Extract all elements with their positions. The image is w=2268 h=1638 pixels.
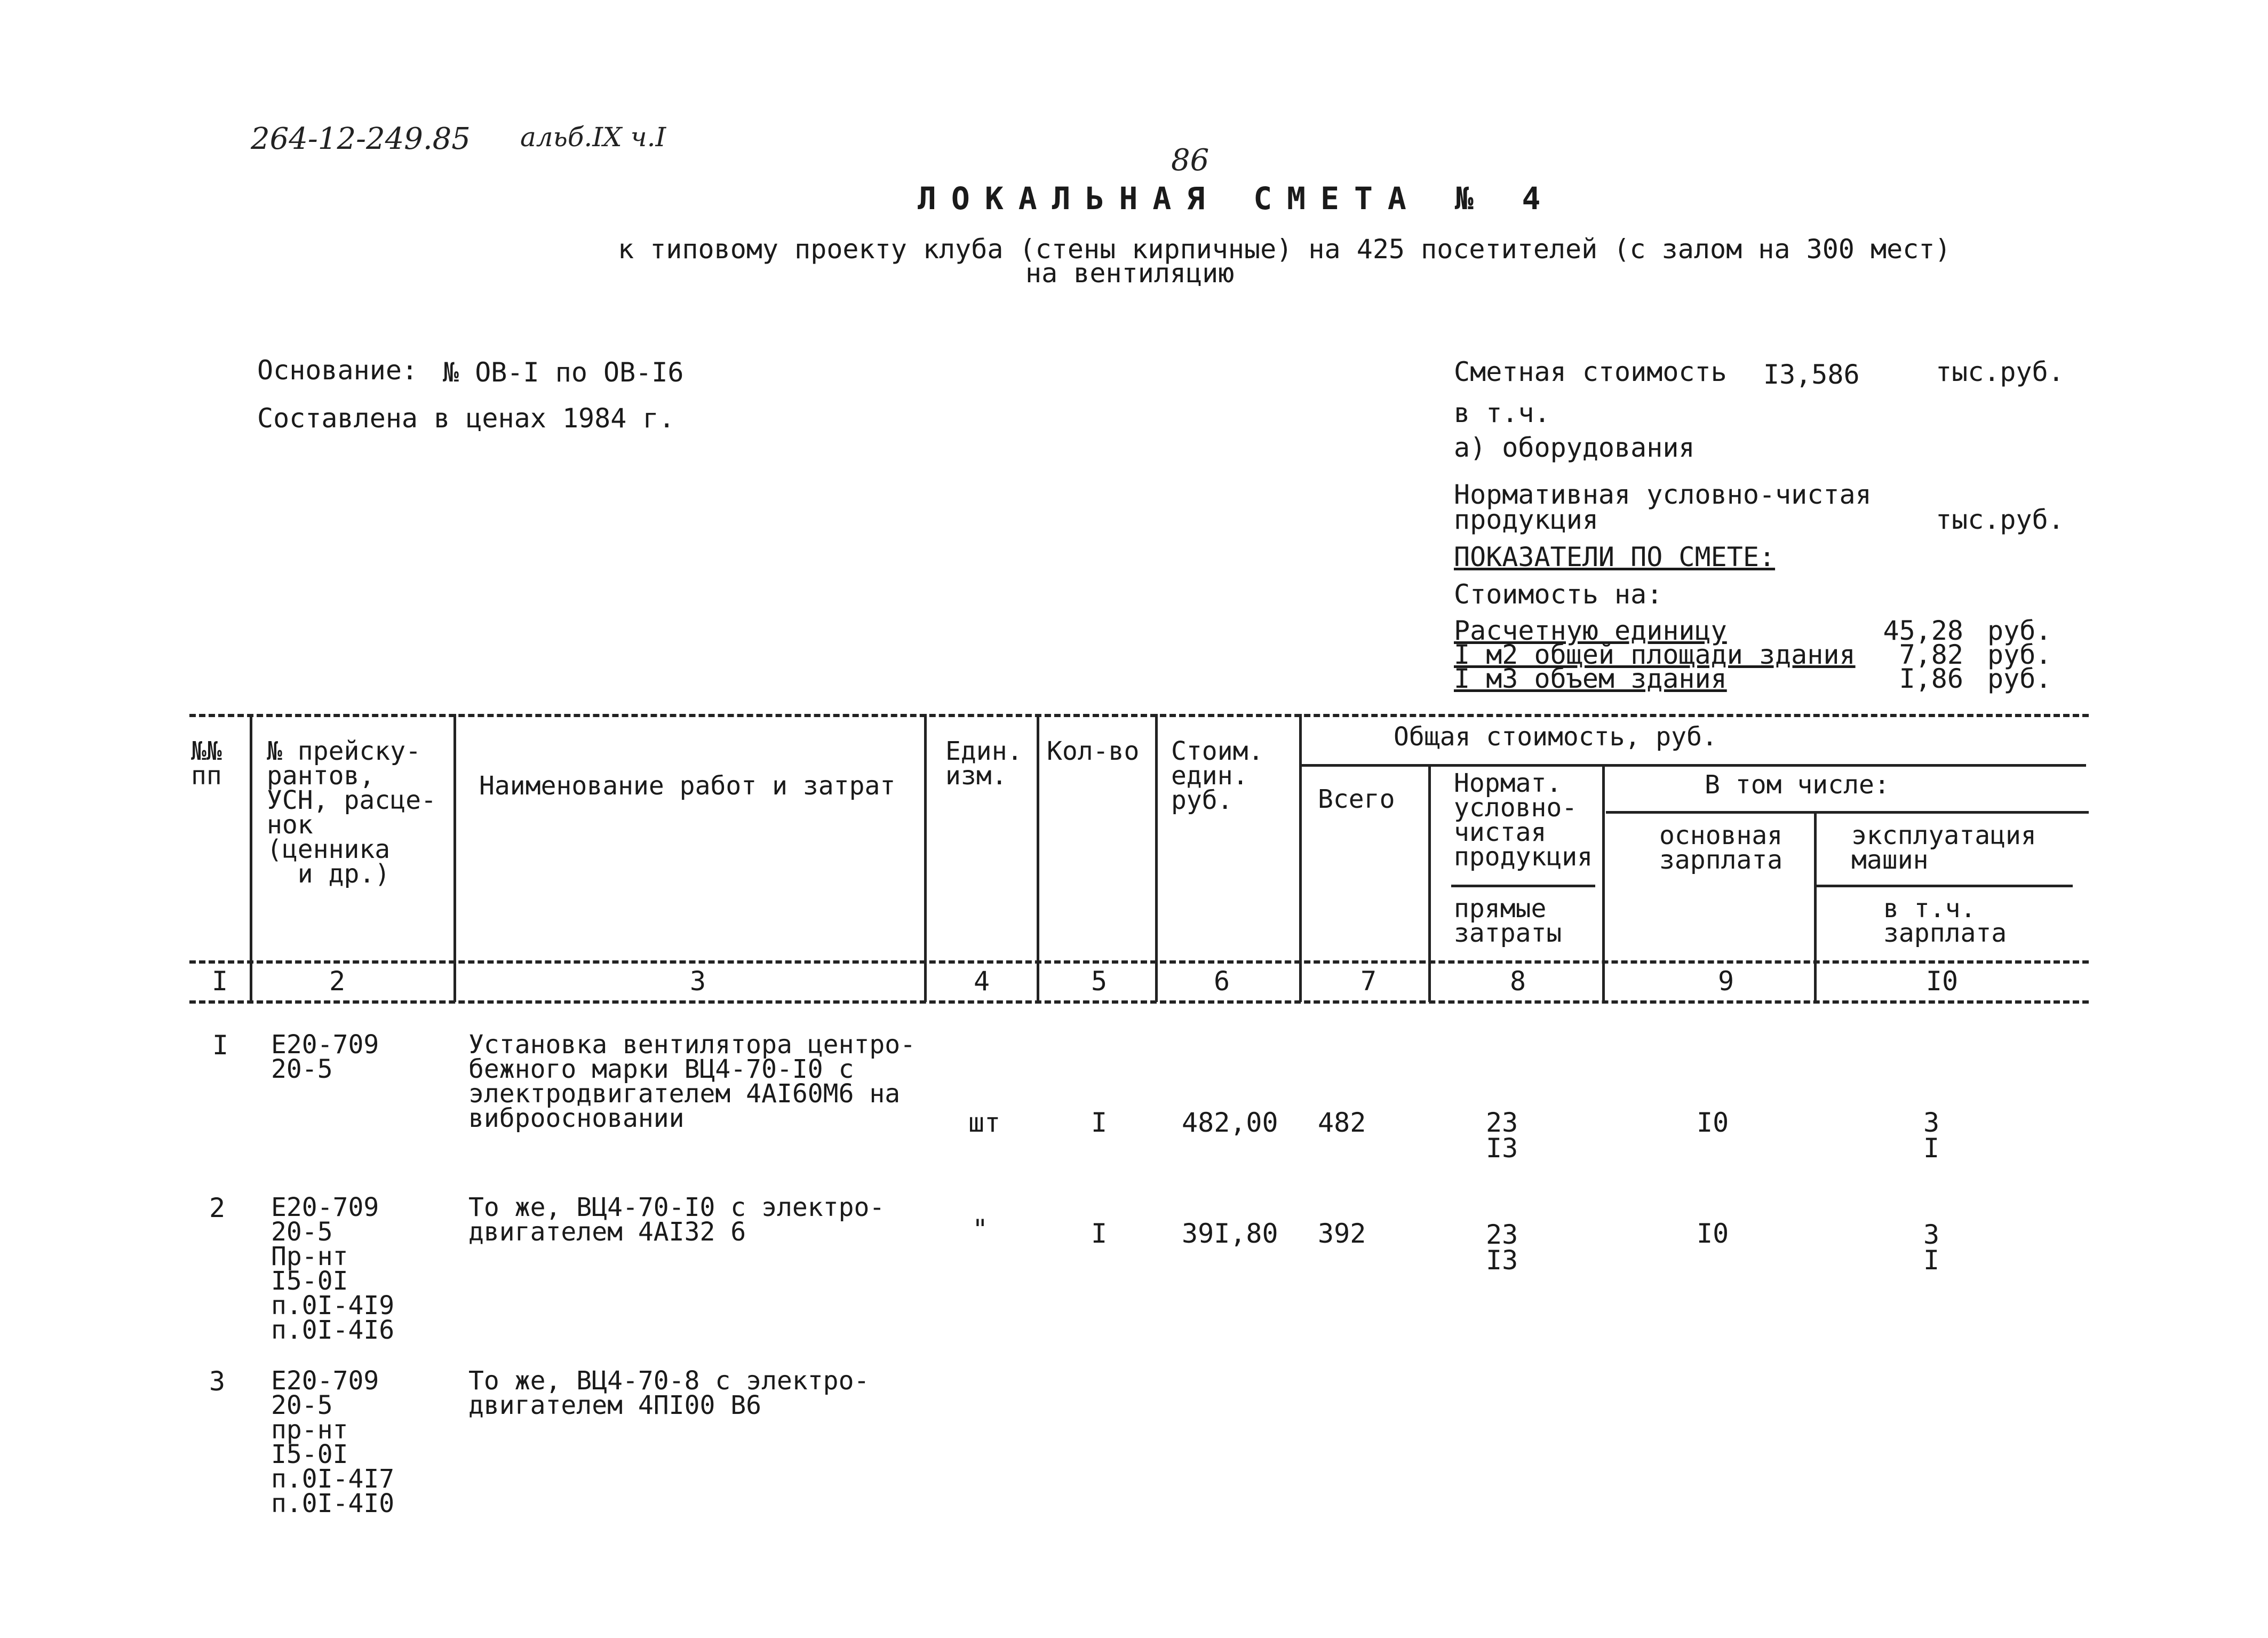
indicator-unit: руб. — [1987, 639, 2052, 670]
handwritten-album-note: альб.IX ч.I — [520, 122, 666, 153]
cost-on-label: Стоимость на: — [1454, 579, 1663, 610]
document-title: ЛОКАЛЬНАЯ СМЕТА № 4 — [918, 180, 1556, 217]
row-salary: I0 — [1697, 1218, 1729, 1249]
normative-label-2: продукция — [1454, 504, 1598, 535]
header-col-10-bottom: в т.ч. зарплата — [1883, 894, 2007, 948]
column-divider — [1602, 764, 1605, 1002]
header-group-total-cost: Общая стоимость, руб. — [1394, 722, 1717, 752]
header-col-1: №№ пп — [191, 736, 222, 791]
column-number: 4 — [973, 966, 990, 997]
row-unit-price: 482,00 — [1182, 1107, 1278, 1138]
header-col-4: Един. изм. — [945, 736, 1023, 791]
row-normative: 23 I3 — [1486, 1219, 1518, 1276]
indicator-label: I м2 общей площади здания — [1454, 639, 1856, 670]
normative-label: Нормативная условно-чистая — [1454, 479, 1872, 510]
header-col-6: Стоим. един. руб. — [1171, 736, 1264, 815]
basis-label: Основание: — [257, 355, 418, 386]
incl-rule — [1606, 811, 2089, 814]
row-machines: 3 I — [1923, 1219, 1940, 1276]
column-divider — [1037, 714, 1039, 1002]
normative-unit: тыс.руб. — [1936, 504, 2064, 535]
indicator-value: I,86 — [1899, 663, 1963, 694]
estimated-cost-label: Сметная стоимость — [1454, 356, 1727, 387]
indicator-label: I м3 объем здания — [1454, 663, 1727, 694]
indicators-heading: ПОКАЗАТЕЛИ ПО СМЕТЕ: — [1454, 542, 1776, 572]
header-col-8-bottom: прямые затраты — [1454, 894, 1562, 948]
column-divider — [1814, 811, 1817, 1002]
header-col-3: Наименование работ и затрат — [479, 771, 896, 801]
indicator-label: Расчетную единицу — [1454, 615, 1727, 646]
indicator-unit: руб. — [1987, 663, 2052, 694]
c10-mid-rule — [1817, 885, 2073, 887]
row-unit: шт — [968, 1107, 1001, 1138]
column-divider — [453, 714, 456, 1002]
row-number: 2 — [209, 1192, 226, 1223]
column-number: 8 — [1509, 966, 1526, 997]
column-divider — [1299, 714, 1302, 1002]
header-col-9: основная зарплата — [1659, 821, 1783, 875]
header-col-7: Всего — [1318, 784, 1395, 814]
row-salary: I0 — [1697, 1107, 1729, 1138]
header-including: В том числе: — [1705, 770, 1890, 800]
header-col-2: № прейску- рантов, УСН, расце- нок (ценника и др.) — [267, 736, 436, 889]
handwritten-project-code: 264-12-249.85 — [251, 122, 471, 156]
column-number: 2 — [329, 966, 346, 997]
page-number: 86 — [1171, 143, 1209, 178]
equipment-label: а) оборудования — [1454, 432, 1695, 463]
numbers-bottom-rule — [189, 1000, 2089, 1004]
indicator-value: 7,82 — [1899, 639, 1963, 670]
document-subtitle-2: на вентиляцию — [1025, 258, 1235, 289]
header-col-5: Кол-во — [1047, 736, 1140, 766]
row-machines: 3 I — [1923, 1107, 1940, 1164]
header-bottom-rule — [189, 960, 2089, 964]
column-number: 3 — [689, 966, 706, 997]
column-number: 6 — [1213, 966, 1230, 997]
group-rule — [1302, 764, 2086, 767]
estimated-cost-unit: тыс.руб. — [1936, 356, 2064, 387]
column-number: 5 — [1091, 966, 1108, 997]
row-number: 3 — [209, 1366, 226, 1397]
column-divider — [1155, 714, 1158, 1002]
row-reference: Е20-709 20-5 Пр-нт I5-0I п.0I-4I9 п.0I-4I6 — [271, 1192, 395, 1345]
column-divider — [250, 714, 252, 1002]
row-work-name: То же, ВЦ4-70-8 с электро- двигателем 4ПI00 В6 — [468, 1366, 870, 1420]
including-label: в т.ч. — [1454, 397, 1550, 428]
column-number: 9 — [1717, 966, 1734, 997]
row-normative: 23 I3 — [1486, 1107, 1518, 1164]
column-number: I — [211, 966, 228, 997]
row-unit: " — [972, 1214, 989, 1245]
header-col-10-top: эксплуатация машин — [1851, 821, 2036, 875]
row-quantity: I — [1091, 1218, 1108, 1249]
estimated-cost-value: I3,586 — [1763, 359, 1860, 390]
column-number: 7 — [1360, 966, 1377, 997]
row-total: 482 — [1318, 1107, 1366, 1138]
row-reference: Е20-709 20-5 пр-нт I5-0I п.0I-4I7 п.0I-4I0 — [271, 1366, 395, 1518]
row-number: I — [212, 1030, 229, 1061]
basis-value: № ОВ-I по ОВ-I6 — [443, 357, 684, 388]
c8-mid-rule — [1451, 885, 1595, 887]
column-divider — [1428, 764, 1431, 1002]
column-number: I0 — [1925, 966, 1959, 997]
indicator-value: 45,28 — [1883, 615, 1963, 646]
indicator-unit: руб. — [1987, 615, 2052, 646]
row-unit-price: 39I,80 — [1182, 1218, 1278, 1249]
column-divider — [924, 714, 927, 1002]
document-subtitle: к типовому проекту клуба (стены кирпичные) на 425 посетителей (с залом на 300 мест) — [618, 234, 1951, 265]
row-quantity: I — [1091, 1107, 1108, 1138]
row-work-name: То же, ВЦ4-70-I0 с электро- двигателем 4АI32 6 — [468, 1192, 885, 1247]
table-top-rule — [189, 714, 2089, 717]
header-col-8-top: Нормат. условно- чистая продукция — [1454, 768, 1593, 872]
row-total: 392 — [1318, 1218, 1366, 1249]
row-work-name: Установка вентилятора центро- бежного марки ВЦ4-70-I0 с электродвигателем 4АI60М6 на виброосновании — [468, 1030, 916, 1133]
prices-year: Составлена в ценах 1984 г. — [257, 403, 675, 434]
row-reference: Е20-709 20-5 — [271, 1030, 379, 1084]
